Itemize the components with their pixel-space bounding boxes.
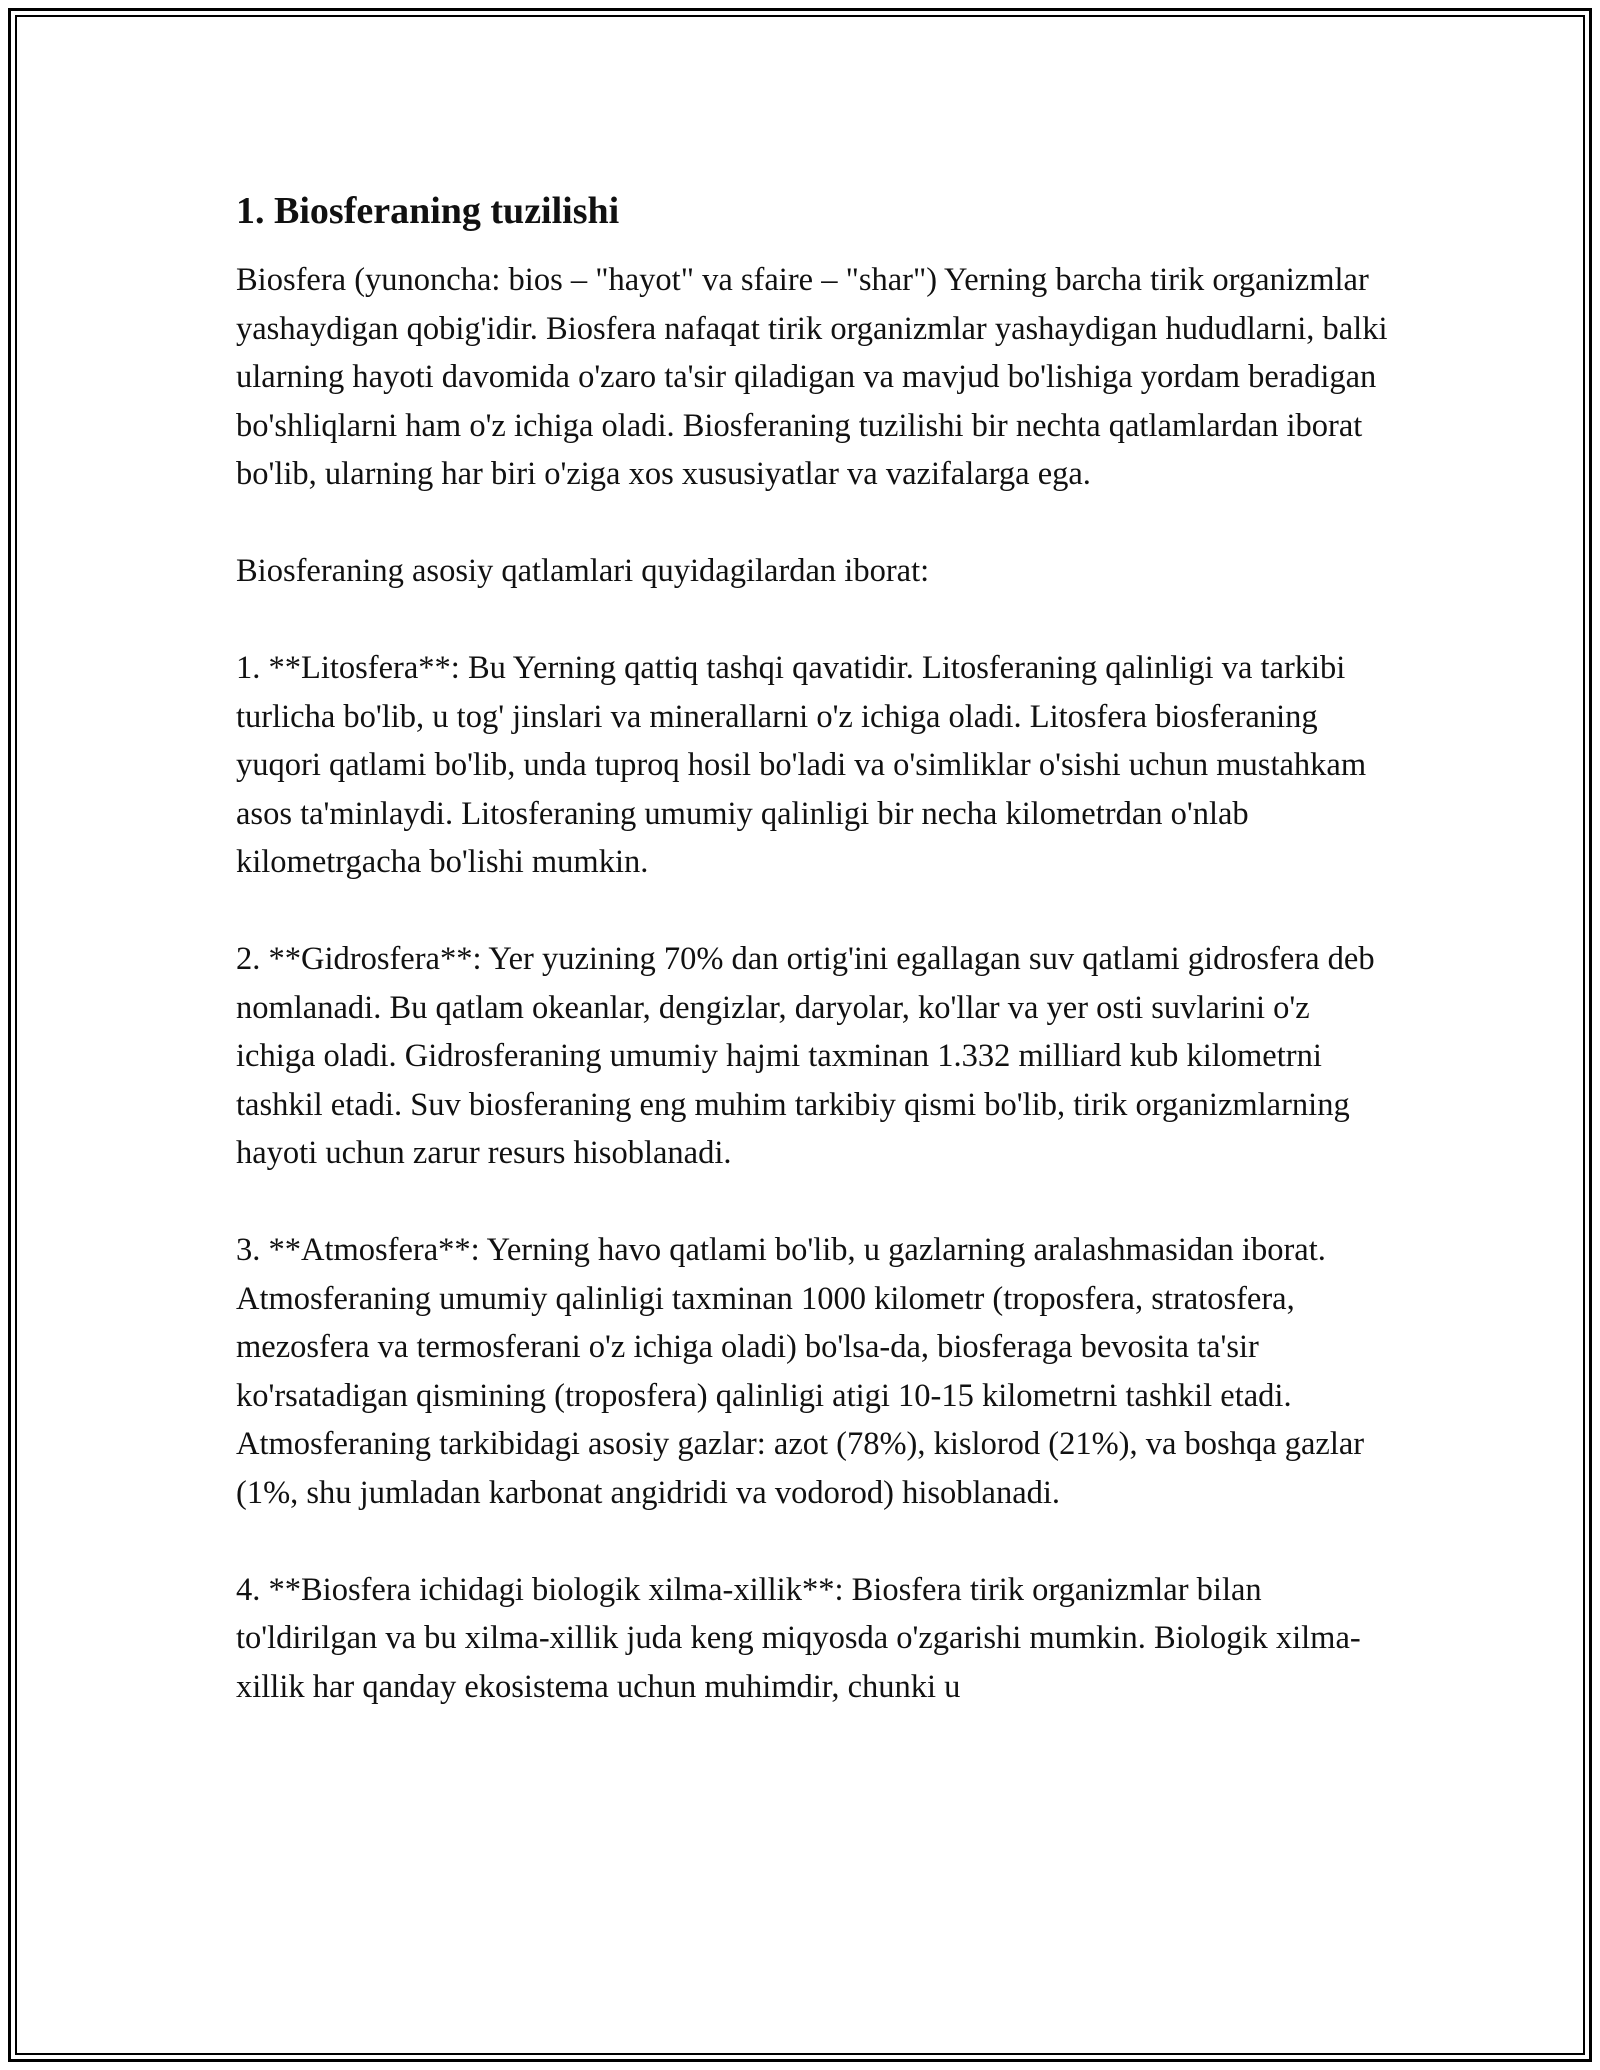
paragraph-lithosphere: 1. **Litosfera**: Bu Yerning qattiq tashqi qavatidir. Litosferaning qalinligi va tarkibi turlicha bo'lib, u tog' jinslari va minerallarni o'z ichiga oladi. Litosfera biosferaning yuqori qatlami bo'lib, unda tuproq hosil bo'ladi va o'simliklar o'sishi uchun mustahkam asos ta'minlaydi. Litosferaning umumiy qalinligi bir necha kilometrdan o'nlab kilometrgacha bo'lishi mumkin. (236, 650, 1367, 880)
document-body (236, 186, 1396, 1711)
paragraph-atmosphere: 3. **Atmosfera**: Yerning havo qatlami bo'lib, u gazlarning aralashmasidan iborat. Atmosferaning umumiy qalinligi taxminan 1000 kilometr (troposfera, stratosfera, mezosfera va termosferani o'z ichiga oladi) bo'lsa-da, biosferaga bevosita ta'sir ko'rsatadigan qismining (troposfera) qalinligi atigi 10-15 kilometrni tashkil etadi. Atmosferaning tarkibidagi asosiy gazlar: azot (78%), kislorod (21%), va boshqa gazlar (1%, shu jumladan karbonat angidridi va vodorod) hisoblanadi. (236, 1232, 1365, 1511)
paragraph-layers-intro: Biosferaning asosiy qatlamlari quyidagilardan iborat: (236, 553, 930, 589)
paragraph-biodiversity: 4. **Biosfera ichidagi biologik xilma-xillik**: Biosfera tirik organizmlar bilan to'ldirilgan va bu xilma-xillik juda keng miqyosda o'zgarishi mumkin. Biologik xilma-xillik har qanday ekosistema uchun muhimdir, chunki u (236, 1571, 1361, 1705)
paragraph-hydrosphere: 2. **Gidrosfera**: Yer yuzining 70% dan ortig'ini egallagan suv qatlami gidrosfera deb nomlanadi. Bu qatlam okeanlar, dengizlar, daryolar, ko'llar va yer osti suvlarini o'z ichiga oladi. Gidrosferaning umumiy hajmi taxminan 1.332 milliard kub kilometrni tashkil etadi. Suv biosferaning eng muhim tarkibiy qismi bo'lib, tirik organizmlarning hayoti uchun zarur resurs hisoblanadi. (236, 941, 1375, 1171)
paragraph-intro: Biosfera (yunoncha: bios – "hayot" va sfaire – "shar") Yerning barcha tirik organizmlar yashaydigan qobig'idir. Biosfera nafaqat tirik organizmlar yashaydigan hududlarni, balki ularning hayoti davomida o'zaro ta'sir qiladigan va mavjud bo'lishiga yordam beradigan bo'shliqlarni ham o'z ichiga oladi. Biosferaning tuzilishi bir nechta qatlamlardan iborat bo'lib, ularning har biri o'ziga xos xususiyatlar va vazifalarga ega. (236, 262, 1388, 492)
document-title: 1. Biosferaning tuzilishi (236, 190, 620, 232)
